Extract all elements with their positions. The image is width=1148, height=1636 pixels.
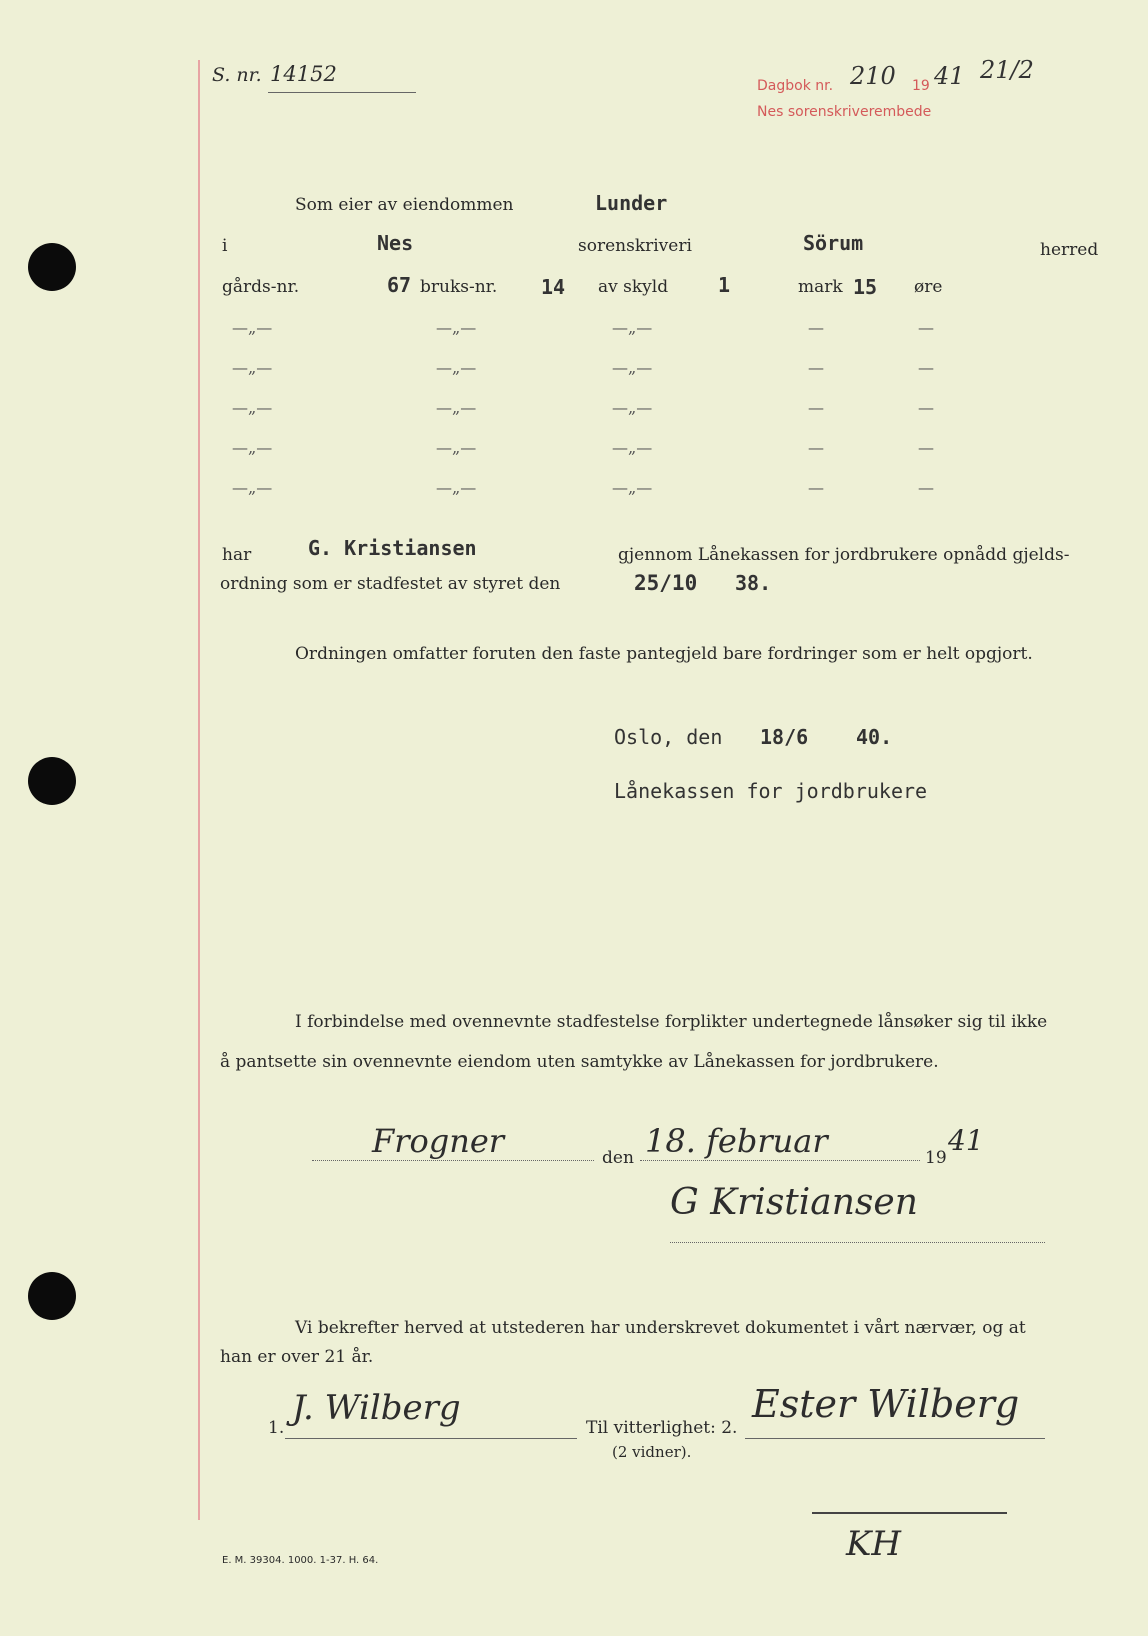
blank-mark: — [808, 478, 824, 497]
property-name: Lunder [595, 191, 668, 215]
mark-label: mark [798, 277, 843, 297]
snr-label: S. nr. [212, 64, 262, 86]
ditto-mark: —„— [232, 318, 273, 337]
oslo-year: 40. [856, 725, 893, 749]
commitment-line-2: å pantsette sin ovennevnte eiendom uten samtykke av Lånekassen for jordbrukere. [220, 1052, 939, 1072]
omfatter-text: Ordningen omfatter foruten den faste pantegjeld bare fordringer som er helt opgjort. [295, 644, 1033, 664]
ditto-mark: —„— [436, 398, 477, 417]
blank-mark: — [808, 398, 824, 417]
blank-mark: — [918, 398, 934, 417]
initials-rule [812, 1512, 1007, 1514]
mark-value: 15 [853, 275, 878, 299]
owner-name: G. Kristiansen [308, 536, 477, 560]
i-label: i [222, 236, 228, 256]
binder-hole-top [28, 243, 76, 291]
herred-label: herred [1040, 240, 1099, 260]
vidner-note: (2 vidner). [612, 1443, 692, 1461]
blank-mark: — [918, 318, 934, 337]
ditto-mark: —„— [436, 478, 477, 497]
witness-line-1-rule [285, 1438, 577, 1439]
commitment-year-prefix: 19 [925, 1148, 947, 1168]
gjennom-text: gjennom Lånekassen for jordbrukere opnådd gjelds- [618, 545, 1070, 565]
stadfestet-date: 25/10 [634, 571, 698, 595]
herred-value: Sörum [803, 231, 864, 255]
til-vitterlighet-label: Til vitterlighet: 2. [586, 1418, 738, 1438]
bruks-label: bruks-nr. [420, 277, 498, 297]
blank-mark: — [808, 438, 824, 457]
sorenskriveri-label: sorenskriveri [578, 236, 692, 256]
commitment-signature: G Kristiansen [670, 1182, 918, 1223]
har-label: har [222, 545, 252, 565]
commitment-year: 41 [948, 1124, 984, 1157]
dagbok-year: 41 [934, 62, 965, 90]
ditto-mark: —„— [436, 438, 477, 457]
skyld-label: av skyld [598, 277, 669, 297]
binder-hole-bottom [28, 1272, 76, 1320]
witness-line-1: Vi bekrefter herved at utstederen har underskrevet dokumentet i vårt nærvær, og at [295, 1318, 1026, 1338]
skyld-value: 1 [718, 273, 731, 297]
witness-num-1: 1. [268, 1418, 285, 1438]
place-dotted-line [312, 1160, 594, 1161]
blank-mark: — [918, 478, 934, 497]
blank-mark: — [918, 438, 934, 457]
som-eier-label: Som eier av eiendommen [295, 195, 514, 215]
ditto-mark: —„— [612, 438, 653, 457]
ditto-mark: —„— [232, 358, 273, 377]
sorenskriveri-value: Nes [377, 231, 414, 255]
witness-signature-2: Ester Wilberg [752, 1382, 1020, 1426]
form-code: E. M. 39304. 1000. 1-37. H. 64. [222, 1555, 379, 1566]
date-dotted-line [640, 1160, 920, 1161]
signature-dotted-line [670, 1242, 1045, 1243]
blank-mark: — [918, 358, 934, 377]
ordning-text: ordning som er stadfestet av styret den [220, 574, 561, 594]
ditto-mark: —„— [612, 318, 653, 337]
oslo-date: 18/6 [760, 725, 809, 749]
initials: KH [846, 1524, 902, 1564]
commitment-place: Frogner [372, 1122, 505, 1160]
gards-value: 67 [387, 273, 412, 297]
gards-label: gårds-nr. [222, 277, 300, 297]
ditto-mark: —„— [232, 398, 273, 417]
witness-signature-1: J. Wilberg [292, 1388, 461, 1428]
commitment-date: 18. februar [645, 1122, 828, 1160]
stadfestet-year: 38. [735, 571, 772, 595]
ditto-mark: —„— [232, 478, 273, 497]
dagbok-date: 21/2 [980, 56, 1034, 84]
ditto-mark: —„— [436, 318, 477, 337]
oslo-place: Oslo, den [614, 725, 723, 749]
dagbok-value: 210 [850, 62, 896, 90]
commitment-den-label: den [602, 1148, 634, 1168]
ditto-mark: —„— [612, 478, 653, 497]
margin-rule [198, 60, 200, 1520]
ditto-mark: —„— [436, 358, 477, 377]
commitment-line-1: I forbindelse med ovennevnte stadfestelse forplikter undertegnede lånsøker sig til ikke [295, 1012, 1048, 1032]
year-prefix: 19 [912, 78, 930, 94]
witness-line-2: han er over 21 år. [220, 1347, 374, 1367]
bruks-value: 14 [541, 275, 566, 299]
blank-mark: — [808, 318, 824, 337]
witness-line-2-rule [745, 1438, 1045, 1439]
ditto-mark: —„— [612, 398, 653, 417]
office-stamp: Nes sorenskriverembede [757, 104, 932, 120]
dagbok-label: Dagbok nr. [757, 78, 834, 94]
binder-hole-middle [28, 757, 76, 805]
snr-underline [268, 92, 416, 93]
snr-value: 14152 [270, 62, 337, 86]
ditto-mark: —„— [612, 358, 653, 377]
lanekassen-signature: Lånekassen for jordbrukere [614, 779, 928, 803]
ore-label: øre [914, 277, 943, 297]
blank-mark: — [808, 358, 824, 377]
ditto-mark: —„— [232, 438, 273, 457]
